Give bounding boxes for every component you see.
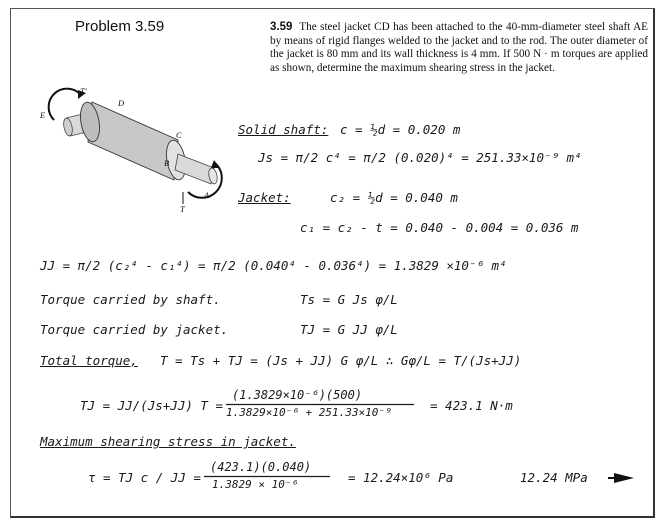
label-e: E [40, 110, 46, 120]
shaft-figure [28, 80, 228, 215]
stress-lhs: τ = TJ c / JJ = [88, 470, 201, 485]
torque-shaft-label: Torque carried by shaft. [40, 292, 221, 307]
torque-jacket-label: Torque carried by jacket. [40, 322, 229, 337]
total-torque-label: Total torque, [40, 353, 138, 368]
jacket-torque-result: = 423.1 N·m [430, 398, 513, 413]
label-a: A [204, 190, 210, 200]
jacket-torque-denominator: 1.3829×10⁻⁶ + 251.33×10⁻⁹ [226, 406, 392, 419]
label-b: B [164, 158, 170, 168]
problem-title: Problem 3.59 [75, 18, 165, 35]
jacket-inner-radius: c₁ = c₂ - t = 0.040 - 0.004 = 0.036 m [300, 220, 579, 235]
solid-shaft-polar-moment: Js = π/2 c⁴ = π/2 (0.020)⁴ = 251.33×10⁻⁹ m⁴ [258, 150, 582, 165]
jacket-torque-lhs: TJ = JJ/(Js+JJ) T = [80, 398, 223, 413]
jacket-outer-radius: c₂ = ½d = 0.040 m [330, 190, 458, 205]
stress-denominator: 1.3829 × 10⁻⁶ [212, 478, 299, 491]
label-t-prime: T' [80, 86, 87, 96]
problem-number: 3.59 [270, 21, 293, 33]
stress-result-pa: = 12.24×10⁶ Pa [348, 470, 454, 485]
solid-shaft-heading: Solid shaft: [238, 122, 329, 137]
problem-text: The steel jacket CD has been attached to the 40-mm-diameter steel shaft AE by means of rigid flanges welded to the jacket and to the rod. The outer diameter of the jacket is 80 mm and its wall thickness is 4 mm. If 500 N · m torques are applied as shown, determine the maximum shearing stress in the jacket. [270, 21, 649, 74]
torque-shaft-eq: Ts = G Js φ/L [300, 292, 398, 307]
stress-numerator: (423.1)(0.040) [210, 460, 312, 474]
problem-statement [270, 21, 648, 75]
torque-jacket-eq: TJ = G JJ φ/L [300, 322, 398, 337]
jacket-polar-moment: JJ = π/2 (c₂⁴ - c₁⁴) = π/2 (0.040⁴ - 0.036⁴) = 1.3829 ×10⁻⁶ m⁴ [40, 258, 507, 273]
answer-arrow-icon [608, 472, 636, 484]
total-torque-eq: T = Ts + TJ = (Js + JJ) G φ/L ∴ Gφ/L = T/(Js+JJ) [160, 353, 522, 368]
jacket-heading: Jacket: [238, 190, 291, 205]
max-stress-heading: Maximum shearing stress in jacket. [40, 434, 296, 449]
label-d: D [118, 98, 125, 108]
label-c: C [176, 130, 182, 140]
solid-shaft-radius: c = ½d = 0.020 m [340, 122, 461, 137]
label-t: T [180, 204, 185, 214]
jacket-torque-numerator: (1.3829×10⁻⁶)(500) [232, 388, 363, 402]
stress-final-answer: 12.24 MPa [520, 470, 588, 485]
